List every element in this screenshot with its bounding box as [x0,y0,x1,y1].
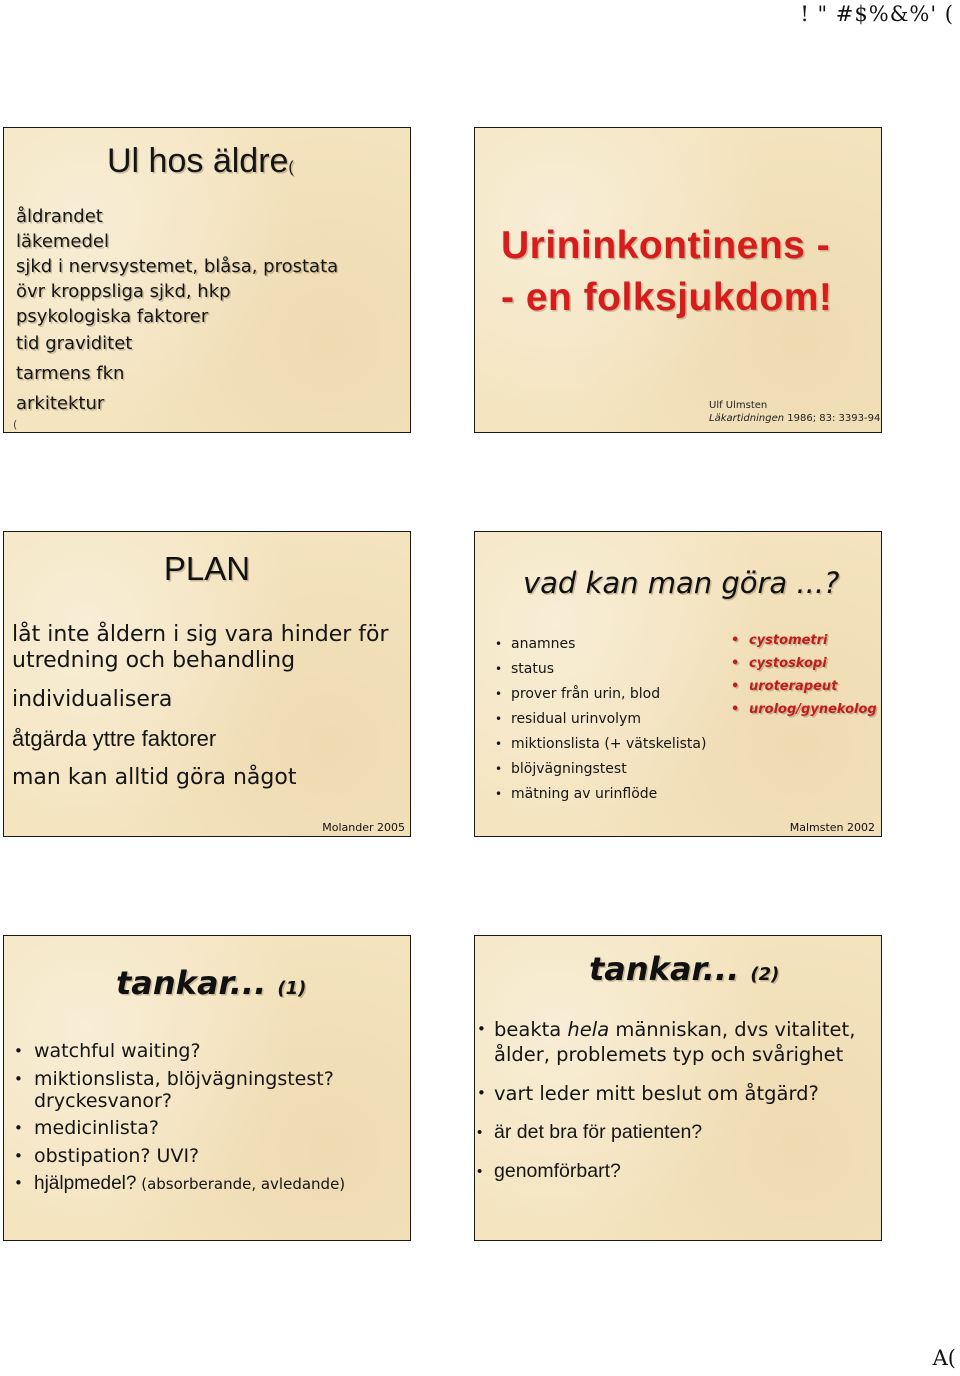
list-item: låt inte åldern i sig vara hinder för utredning och behandling [12,622,389,673]
list-item: • hjälpmedel? (absorberande, avledande) [14,1172,404,1195]
list-item: • blöjvägningstest [495,757,706,782]
list-item: tid graviditet [16,333,133,354]
list-item: övr kroppsliga sjkd, hkp [16,281,231,302]
specialist-list [731,629,877,721]
slide-title [501,220,832,324]
list-item: läkemedel [16,231,109,252]
list-item: man kan alltid göra något [12,765,297,790]
slide-ui-hos-aldre [3,127,411,433]
list-item: arkitektur [16,393,105,414]
reference [709,399,880,425]
slide-tankar-2 [474,935,882,1241]
page-footer: A( [932,1346,956,1370]
list-item: • cystoskopi [731,652,877,675]
slide-title: PLAN [163,550,251,587]
list-item: • anamnes [495,632,706,657]
slide-plan [3,531,411,837]
list-item: • urolog/gynekolog [731,698,877,721]
slide-title: vad kan man göra ...? [523,566,840,600]
reference-author: Ulf Ulmsten [709,400,768,411]
list-item: åldrandet [16,206,103,227]
list-item: • prover från urin, blod [495,682,706,707]
source-citation: Molander 2005 [322,821,405,834]
list-item: • genomförbart? [477,1159,877,1184]
list-item: • vart leder mitt beslut om åtgärd? [477,1081,877,1106]
reference-citation: Läkartidningen 1986; 83: 3393-94 [709,413,881,424]
list-item: • beakta hela människan, dvs vitalitet, ålder, problemets typ och svårighet [477,1017,877,1067]
list-item: • miktionslista (+ vätskelista) [495,732,706,757]
slide-urininkontinens [474,127,882,433]
list-item: • är det bra för patienten? [477,1120,877,1145]
plan-list [12,622,404,804]
list-item: sjkd i nervsystemet, blåsa, prostata [16,256,339,277]
list-item: tarmens fkn [16,363,125,384]
slide-title: tankar... (2) [589,950,780,988]
slide-footnote: ( [13,418,18,431]
slide-title: tankar... (1) [116,964,307,1002]
list-item: • miktionslista, blöjvägningstest? dryckesvanor? [14,1068,404,1112]
page-header: ! " #$%&%' ( [800,2,954,26]
list-item: åtgärda yttre faktorer [12,726,217,751]
list-item: • residual urinvolym [495,707,706,732]
list-item: psykologiska faktorer [16,306,209,327]
list-item: • uroterapeut [731,675,877,698]
list-item: • watchful waiting? [14,1040,404,1062]
source-citation: Malmsten 2002 [789,821,875,834]
list-item: • medicinlista? [14,1117,404,1139]
title-line-1: Urininkontinens - [501,224,831,267]
title-line-2: - en folksjukdom! [501,276,833,319]
slide-vad-kan-man-gora [474,531,882,837]
slide-tankar-1 [3,935,411,1241]
thoughts-list [14,1040,404,1201]
slide-title: Ul hos äldre( [107,142,294,180]
factor-list [16,204,338,419]
list-item: • obstipation? UVI? [14,1145,404,1167]
list-item: individualisera [12,687,173,712]
list-item: • cystometri [731,629,877,652]
thoughts-list [477,1017,877,1198]
examination-list [495,632,706,807]
list-item: • mätning av urinflöde [495,782,706,807]
list-item: • status [495,657,706,682]
